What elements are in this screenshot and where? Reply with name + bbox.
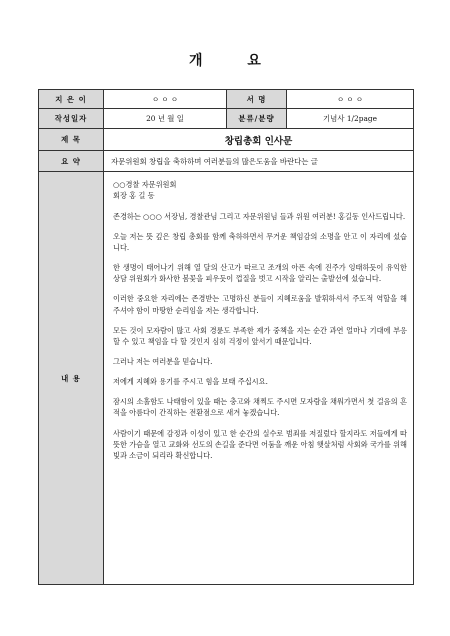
subject-label: 제 목 [39, 129, 104, 151]
content-paragraph: 이러한 중요한 자리에는 존경받는 고명하신 분들이 지혜로움을 발휘하셔서 주도적 역할을 해 주셔야 함이 마땅한 순리임을 저는 생각합니다. [113, 294, 407, 315]
summary-label: 요 약 [39, 151, 104, 172]
subject-value: 창립총회 인사문 [104, 129, 414, 151]
signature-value: ㅇ ㅇ ㅇ [287, 90, 414, 109]
content-paragraph: 모든 것이 모자람이 많고 사회 경륜도 부족한 제가 중책을 지는 순간 과연 얼마나 기대에 부응할 수 있고 책임을 다 할 것인지 심히 걱정이 앞서기 때문입니다. [113, 325, 407, 346]
content-heading-author: 회장 홍 길 동 [113, 190, 155, 200]
content-paragraph: 존경하는 ○○○ 서장님, 경찰관님 그리고 자문위원님 들과 위원 여러분! 홍길동 인사드립니다. [113, 211, 406, 221]
content-paragraph: 사람이기 때문에 감정과 이성이 있고 한 순간의 실수로 범죄를 저질렀다 할지라도 저들에게 따뜻한 가슴을 열고 교화와 선도의 손길을 준다면 어둠을 깨운 아침 햇살처럼 사회와 국가를 위해 빛과 소금이 되리라 확신합니다. [113, 428, 407, 460]
content-paragraph: 한 생명이 태어나기 위해 열 달의 산고가 따르고 조개의 아픈 속에 진주가 잉태하듯이 유익한 상담 위원회가 화사한 봄꽃을 피우듯이 껍질을 벗고 시작을 알리는 출발선에 섰습니다. [113, 263, 407, 284]
category-value: 기념사 1/2page [287, 109, 414, 129]
subject-row [39, 129, 414, 151]
category-label: 분류/분량 [227, 109, 287, 129]
page-title: 개 요 [189, 53, 281, 69]
summary-value: 자문위원회 창립을 축하하며 여러분들의 많은도움을 바란다는 글 [104, 151, 414, 172]
date-row [39, 109, 414, 129]
content-heading-org: ○○경찰 자문위원회 [113, 180, 177, 189]
date-label: 작성일자 [39, 109, 104, 129]
content-paragraph: 그러나 저는 여러분을 믿습니다. [113, 357, 213, 366]
writer-label: 지 은 이 [39, 90, 104, 109]
overview-form-table [38, 89, 414, 585]
content-paragraph: 잠시의 소홀함도 나태함이 있을 때는 충고와 채찍도 주시면 모자람을 채워가면서 첫 걸음의 흔적을 아름다이 간직하는 전환점으로 새겨 놓겠습니다. [113, 397, 407, 418]
writer-row [39, 90, 414, 109]
content-body [104, 172, 414, 585]
content-row [39, 172, 414, 585]
date-value: 20 년 월 일 [104, 109, 227, 129]
content-paragraph: 저에게 지혜와 용기를 주시고 힘을 보태 주십시요. [113, 377, 268, 387]
content-paragraph: 오늘 저는 뜻 깊은 창립 총회를 함께 축하하면서 무거운 책임감의 소명을 안고 이 자리에 섰습니다. [113, 231, 407, 252]
summary-row [39, 151, 414, 172]
writer-value: ㅇ ㅇ ㅇ [104, 90, 227, 109]
signature-label: 서 명 [227, 90, 287, 109]
content-label: 내 용 [39, 172, 104, 585]
